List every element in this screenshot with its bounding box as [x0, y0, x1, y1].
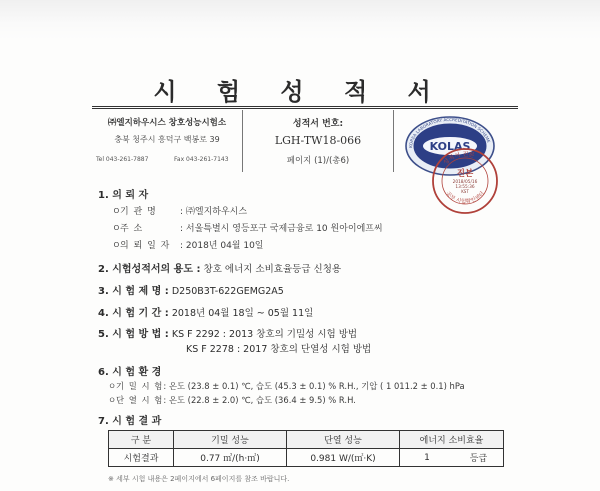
section-3 — [98, 282, 284, 297]
org-tel: Tel 043-261-7887 — [96, 156, 149, 163]
report-number: LGH-TW18-066 — [274, 134, 362, 147]
airtight-env-label: 기 밀 시 험 — [116, 381, 164, 391]
org-address: 충북 청주시 흥덕구 백봉로 39 — [114, 135, 220, 144]
section-2 — [98, 260, 341, 275]
thermal-value: 0.981 W/(㎡·K) — [287, 449, 400, 467]
stamp-ring-bottom: 공부 시험확인센터 — [444, 190, 486, 206]
stamp-main: 진본 — [456, 169, 474, 179]
section-6-title: 6. 시 험 환 경 — [98, 367, 162, 378]
report-number-label: 성적서 번호: — [292, 119, 344, 129]
airtight-env-value: : 온도 (23.8 ± 0.1) ℃, 습도 (45.3 ± 0.1) % R.H., 기압 ( 1 011.2 ± 0.1) hPa — [163, 381, 465, 391]
org-info — [92, 110, 243, 172]
header-thermal: 단열 성능 — [287, 431, 400, 449]
grade-number: 1 — [400, 449, 455, 467]
report-info — [243, 110, 394, 172]
client-address-value: : 서울특별시 영등포구 국제금융로 10 원아이에프씨 — [180, 224, 383, 234]
title-rule — [92, 106, 518, 107]
request-date-value: : 2018년 04월 10일 — [180, 241, 264, 251]
request-date-label: 의 뢰 일 자 — [120, 241, 171, 251]
section-5-value-1: KS F 2292 : 2013 창호의 기밀성 시험 방법 — [171, 329, 358, 340]
section-7-title: 7. 시 험 결 과 — [98, 416, 162, 427]
bullet-icon: ㅇ — [112, 207, 121, 217]
bullet-icon: ㅇ — [112, 224, 121, 234]
client-org-row — [112, 204, 247, 217]
row-label: 시험결과 — [109, 449, 174, 467]
title-rule — [92, 108, 518, 109]
result-table — [108, 430, 504, 467]
header-energy: 에너지 소비효율 — [400, 431, 504, 449]
thermal-env-value: : 온도 (22.8 ± 2.0) ℃, 습도 (36.4 ± 9.5) % R.H. — [163, 395, 356, 405]
document-title: 시 험 성 적 서 — [153, 77, 447, 106]
section-5-title: 5. 시 험 방 법 : — [98, 329, 169, 340]
airtight-value: 0.77 ㎥/(h·㎡) — [174, 449, 287, 467]
thermal-env-label: 단 열 시 험 — [116, 395, 164, 405]
scan-shadow — [0, 0, 600, 40]
stamp-ring-top: 성적서 진본 — [442, 150, 476, 167]
client-org-value: : ㈜엘지하우시스 — [180, 207, 248, 217]
client-address-row — [112, 221, 383, 234]
kolas-logo-text: KOLAS — [429, 140, 471, 153]
section-3-title: 3. 시 험 제 명 : — [98, 286, 169, 297]
section-3-value: D250B3T-622GEMG2A5 — [171, 286, 284, 297]
stamp-date: 2018/05/16 — [452, 180, 478, 185]
stamp-tag: KST — [461, 189, 469, 194]
footnote: ※ 세부 시험 내용은 2페이지에서 6페이지를 참조 바랍니다. — [108, 475, 290, 483]
airtight-env-row — [108, 380, 465, 392]
request-date-row — [112, 238, 264, 251]
header-airtight: 기밀 성능 — [174, 431, 287, 449]
section-5 — [98, 325, 357, 340]
bullet-icon: ㅇ — [108, 395, 117, 405]
section-5-value-2: KS F 2278 : 2017 창호의 단열성 시험 방법 — [186, 344, 372, 355]
stamp-time: 13:55:36 — [455, 185, 475, 190]
page-info: 페이지 (1)/(총6) — [286, 156, 350, 166]
section-4-value: 2018년 04월 18일 ~ 05월 11일 — [171, 308, 314, 319]
section-2-title: 2. 시험성적서의 용도 : — [98, 264, 201, 275]
section-2-value: 창호 에너지 소비효율등급 신청용 — [203, 264, 342, 275]
client-address-label: 주 소 — [120, 224, 144, 234]
result-table-header — [109, 431, 504, 449]
result-table-row — [109, 449, 504, 467]
header-category: 구 분 — [109, 431, 174, 449]
thermal-env-row — [108, 394, 356, 406]
grade-unit: 등급 — [454, 449, 504, 467]
authenticity-stamp — [430, 146, 500, 216]
section-1-title: 1. 의 뢰 자 — [98, 190, 149, 201]
org-name: ㈜엘지하우시스 창호성능시험소 — [107, 118, 227, 128]
section-4 — [98, 304, 313, 319]
bullet-icon: ㅇ — [112, 241, 121, 251]
org-fax: Fax 043-261-7143 — [174, 156, 229, 163]
kolas-ring-text: KOREA LABORATORY ACCREDITATION SCHEME — [407, 116, 492, 149]
section-4-title: 4. 시 험 기 간 : — [98, 308, 169, 319]
bullet-icon: ㅇ — [108, 381, 117, 391]
client-org-label: 기 관 명 — [120, 207, 157, 217]
